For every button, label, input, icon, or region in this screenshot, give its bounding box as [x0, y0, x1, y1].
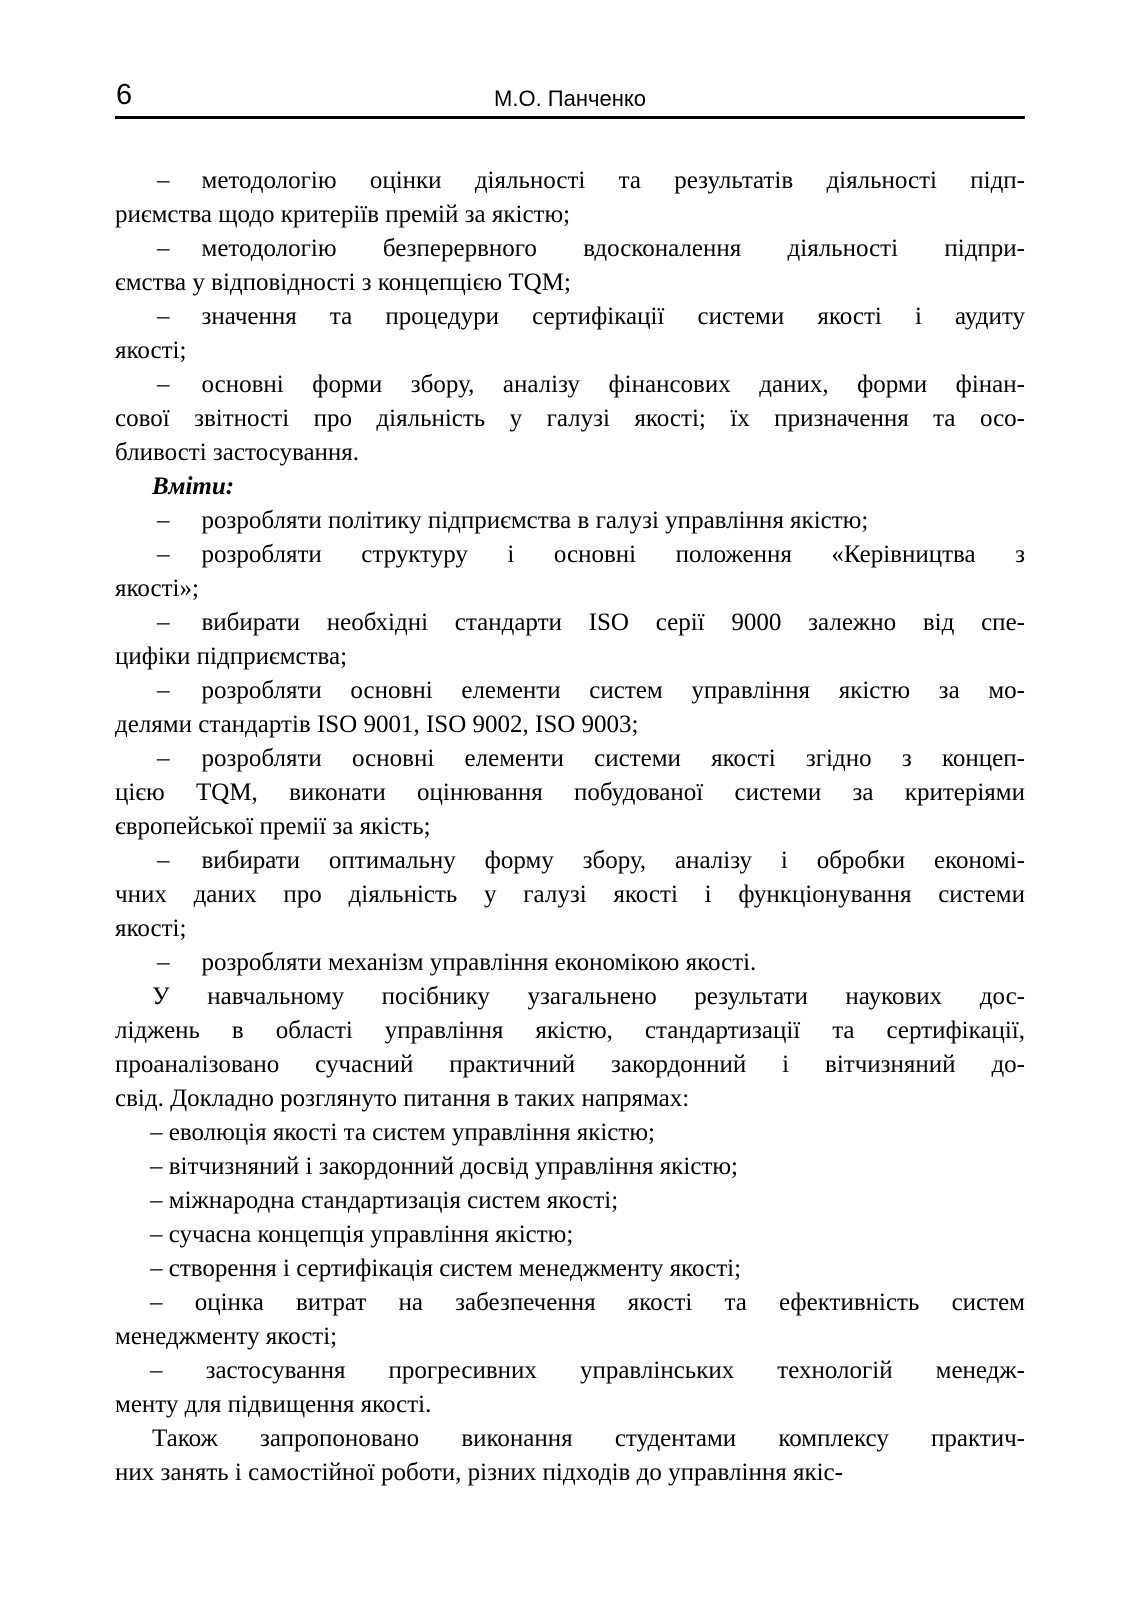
dash-marker: –	[157, 745, 170, 772]
line-text: розробляти основні елементи систем управління якістю за мо-	[201, 677, 1025, 704]
list-item	[115, 368, 1025, 470]
text-line	[115, 436, 1025, 470]
text-line	[115, 266, 1025, 300]
dash-marker: –	[150, 1357, 163, 1384]
running-title: М.О. Панченко	[494, 86, 646, 111]
line-text: методологію безперервного вдосконалення діяльності підпри-	[201, 235, 1025, 262]
text-line	[115, 1252, 1025, 1286]
text-line	[115, 640, 1025, 674]
text-line	[115, 368, 1025, 402]
text-line	[115, 980, 1025, 1014]
line-text: Вміти:	[152, 473, 235, 500]
text-line	[115, 1354, 1025, 1388]
text-line	[115, 504, 1025, 538]
text-line	[115, 878, 1025, 912]
list-item	[115, 1218, 1025, 1252]
line-text: ліджень в області управління якістю, стандартизації та сертифікації,	[115, 1017, 1025, 1044]
line-text: менту для підвищення якості.	[115, 1391, 432, 1418]
list-item	[115, 1354, 1025, 1422]
text-line	[115, 1082, 1025, 1116]
dash-marker: –	[150, 1187, 163, 1214]
line-text: менеджменту якості;	[115, 1323, 338, 1350]
dash-marker: –	[157, 609, 170, 636]
text-line	[115, 606, 1025, 640]
line-text: еволюція якості та систем управління якістю;	[168, 1119, 655, 1146]
line-text: якості;	[115, 915, 187, 942]
line-text: сучасна концепція управління якістю;	[168, 1221, 574, 1248]
dash-marker: –	[150, 1119, 163, 1146]
line-text: значення та процедури сертифікації системи якості і аудиту	[201, 303, 1025, 330]
page-number: 6	[116, 79, 133, 111]
line-text: У навчальному посібнику узагальнено результати наукових дос-	[152, 983, 1025, 1010]
text-line	[115, 674, 1025, 708]
text-line	[115, 1150, 1025, 1184]
line-text: методологію оцінки діяльності та результатів діяльності підп-	[201, 167, 1025, 194]
page-body	[115, 164, 1025, 1490]
text-line	[115, 198, 1025, 232]
dash-marker: –	[150, 1289, 163, 1316]
line-text: якості»;	[115, 575, 199, 602]
text-line	[115, 572, 1025, 606]
text-line	[115, 1048, 1025, 1082]
text-line	[115, 164, 1025, 198]
line-text: цифіки підприємства;	[115, 643, 348, 670]
dash-marker: –	[157, 541, 170, 568]
dash-marker: –	[157, 949, 170, 976]
line-text: основні форми збору, аналізу фінансових даних, форми фінан-	[201, 371, 1025, 398]
list-item	[115, 674, 1025, 742]
line-text: розробляти механізм управління економікою якості.	[201, 949, 757, 976]
list-item	[115, 164, 1025, 232]
text-line	[115, 232, 1025, 266]
paragraph	[115, 980, 1025, 1116]
dash-marker: –	[157, 371, 170, 398]
header-rule	[115, 116, 1025, 119]
text-line	[115, 402, 1025, 436]
text-line	[115, 334, 1025, 368]
text-line	[115, 1388, 1025, 1422]
section-heading	[115, 470, 1025, 504]
text-line	[115, 1014, 1025, 1048]
line-text: застосування прогресивних управлінських технологій менедж-	[205, 1357, 1026, 1384]
dash-marker: –	[157, 677, 170, 704]
text-line	[115, 1286, 1025, 1320]
text-line	[115, 776, 1025, 810]
text-line	[115, 810, 1025, 844]
list-item	[115, 300, 1025, 368]
line-text: вибирати необхідні стандарти ISO серії 9000 залежно від спе-	[201, 609, 1025, 636]
text-line	[115, 708, 1025, 742]
text-line	[115, 946, 1025, 980]
text-line	[115, 1184, 1025, 1218]
line-text: бливості застосування.	[115, 439, 360, 466]
dash-marker: –	[157, 303, 170, 330]
line-text: риємства щодо критеріїв премій за якістю;	[115, 201, 571, 228]
text-line	[115, 1422, 1025, 1456]
list-item	[115, 504, 1025, 538]
line-text: чних даних про діяльність у галузі якості і функціонування системи	[115, 881, 1025, 908]
list-item	[115, 606, 1025, 674]
line-text: оцінка витрат на забезпечення якості та ефективність систем	[194, 1289, 1026, 1316]
line-text: створення і сертифікація систем менеджменту якості;	[168, 1255, 742, 1282]
dash-marker: –	[150, 1221, 163, 1248]
list-item	[115, 1150, 1025, 1184]
line-text: сової звітності про діяльність у галузі якості; їх призначення та осо-	[115, 405, 1025, 432]
line-text: них занять і самостійної роботи, різних підходів до управління якіс-	[115, 1459, 843, 1486]
text-line	[115, 1116, 1025, 1150]
text-line	[115, 912, 1025, 946]
line-text: міжнародна стандартизація систем якості;	[168, 1187, 619, 1214]
text-line	[115, 1320, 1025, 1354]
list-item	[115, 946, 1025, 980]
list-item	[115, 1252, 1025, 1286]
line-text: розробляти політику підприємства в галузі управління якістю;	[201, 507, 869, 534]
dash-marker: –	[150, 1153, 163, 1180]
line-text: проаналізовано сучасний практичний закордонний і вітчизняний до-	[115, 1051, 1025, 1078]
dash-marker: –	[157, 235, 170, 262]
text-line	[115, 538, 1025, 572]
list-item	[115, 1286, 1025, 1354]
line-text: розробляти структуру і основні положення «Керівництва з	[201, 541, 1025, 568]
line-text: свід. Докладно розглянуто питання в таких напрямах:	[115, 1085, 690, 1112]
line-text: вітчизняний і закордонний досвід управління якістю;	[168, 1153, 738, 1180]
line-text: якості;	[115, 337, 187, 364]
dash-marker: –	[157, 507, 170, 534]
dash-marker: –	[150, 1255, 163, 1282]
line-text: розробляти основні елементи системи якості згідно з концеп-	[201, 745, 1025, 772]
text-line	[115, 742, 1025, 776]
list-item	[115, 1116, 1025, 1150]
dash-marker: –	[157, 167, 170, 194]
text-line	[115, 844, 1025, 878]
line-text: цією TQM, виконати оцінювання побудованої системи за критеріями	[115, 779, 1025, 806]
text-line	[115, 1456, 1025, 1490]
text-line	[115, 300, 1025, 334]
paragraph	[115, 1422, 1025, 1490]
list-item	[115, 232, 1025, 300]
dash-marker: –	[157, 847, 170, 874]
line-text: Також запропоновано виконання студентами комплексу практич-	[152, 1425, 1025, 1452]
list-item	[115, 538, 1025, 606]
text-line	[115, 470, 1025, 504]
line-text: вибирати оптимальну форму збору, аналізу і обробки економі-	[201, 847, 1025, 874]
text-line	[115, 1218, 1025, 1252]
line-text: європейської премії за якість;	[115, 813, 431, 840]
line-text: ємства у відповідності з концепцією TQM;	[115, 269, 571, 296]
line-text: делями стандартів ISO 9001, ISO 9002, ISO 9003;	[115, 711, 639, 738]
list-item	[115, 1184, 1025, 1218]
list-item	[115, 742, 1025, 844]
list-item	[115, 844, 1025, 946]
